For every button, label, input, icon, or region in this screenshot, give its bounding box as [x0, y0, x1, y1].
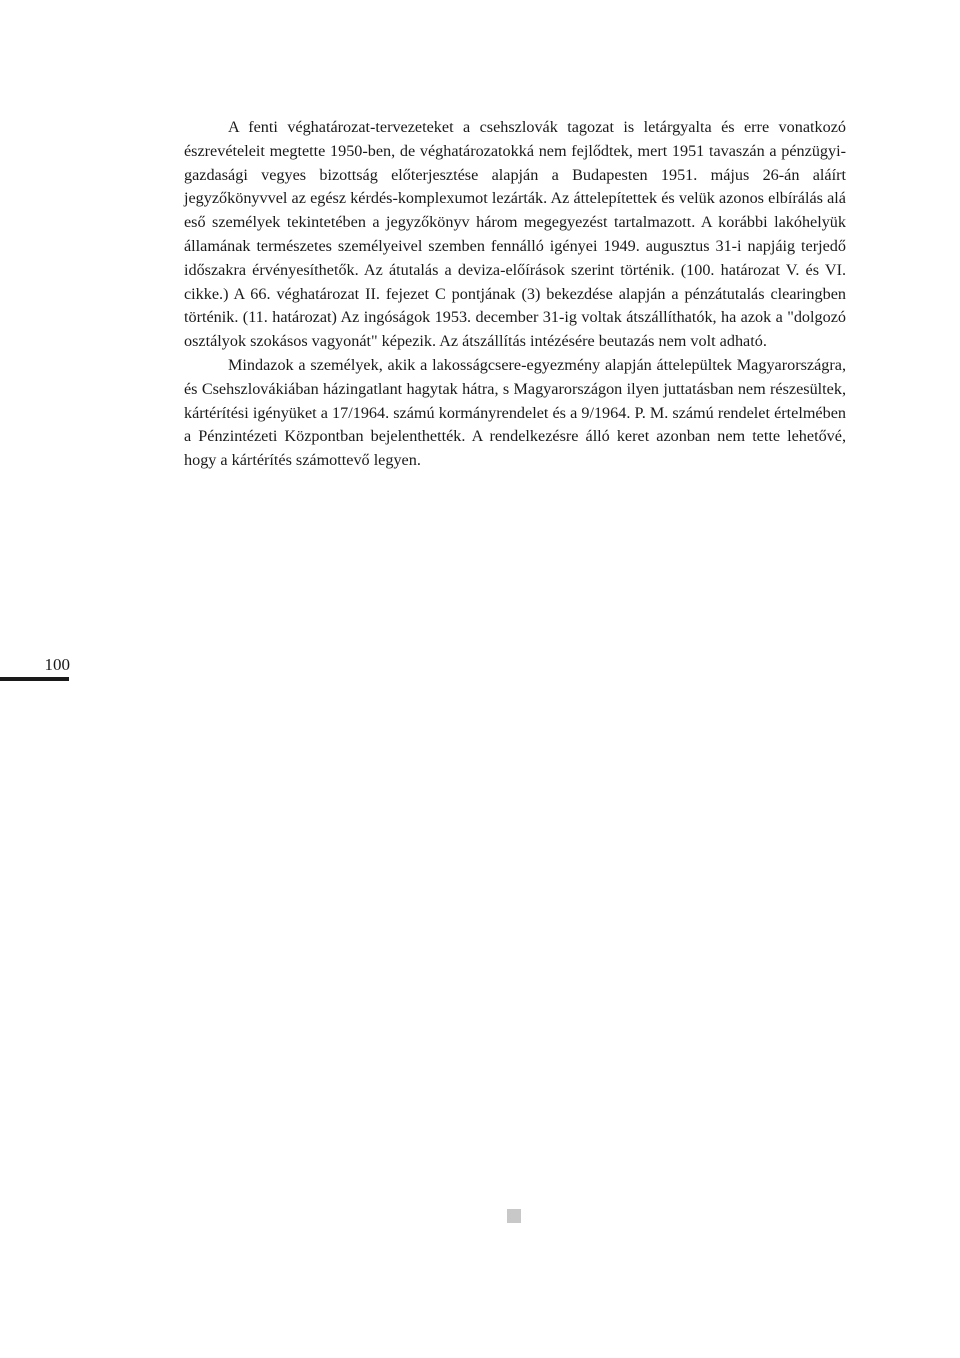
- page-number: 100: [44, 655, 70, 674]
- footer-square-icon: [507, 1209, 521, 1223]
- paragraph-2: Mindazok a személyek, akik a lakosságcsere-egyezmény alapján áttelepültek Magyarországra, és Csehszlovákiában házingatlant hagytak hátra, s Magyarországon ilyen juttatásban nem részesültek, kártérítési igényüket a 17/1964. számú kormányrendelet és a 9/1964. P. M. számú rendelet értelmében a Pénzintézeti Központban bejelenthették. A rendelkezésre álló keret azonban nem tette lehetővé, hogy a kártérítés számottevő legyen.: [184, 355, 846, 470]
- body-text: [184, 116, 846, 473]
- paragraph-1: A fenti véghatározat-tervezeteket a csehszlovák tagozat is letárgyalta és erre vonatkozó észrevételeit megtette 1950-ben, de véghatározatokká nem fejlődtek, mert 1951 tavaszán a pénzügyi-gazdasági vegyes bizottság előterjesztése alapján a Budapesten 1951. május 26-án aláírt jegyzőkönyvvel az egész kérdés-komplexumot lezárták. Az áttelepítettek és velük azonos elbírálás alá eső személyek tekintetében a jegyzőkönyv három megegyezést tartalmazott. A korábbi lakóhelyük államának természetes személyeivel szemben fennálló igényei 1949. augusztus 31-i napjáig terjedő időszakra érvényesíthetők. Az átutalás a deviza-előírások szerint történik. (100. határozat V. és VI. cikke.) A 66. véghatározat II. fejezet C pontjának (3) bekezdése alapján a pénzátutalás clearingben történik. (11. határozat) Az ingóságok 1953. december 31-ig voltak átszállíthatók, ha azok a "dolgozó osztályok szokásos vagyonát" képezik. Az átszállítás intézésére beutazás nem volt adható.: [184, 118, 846, 351]
- page-number-rule: [0, 677, 69, 681]
